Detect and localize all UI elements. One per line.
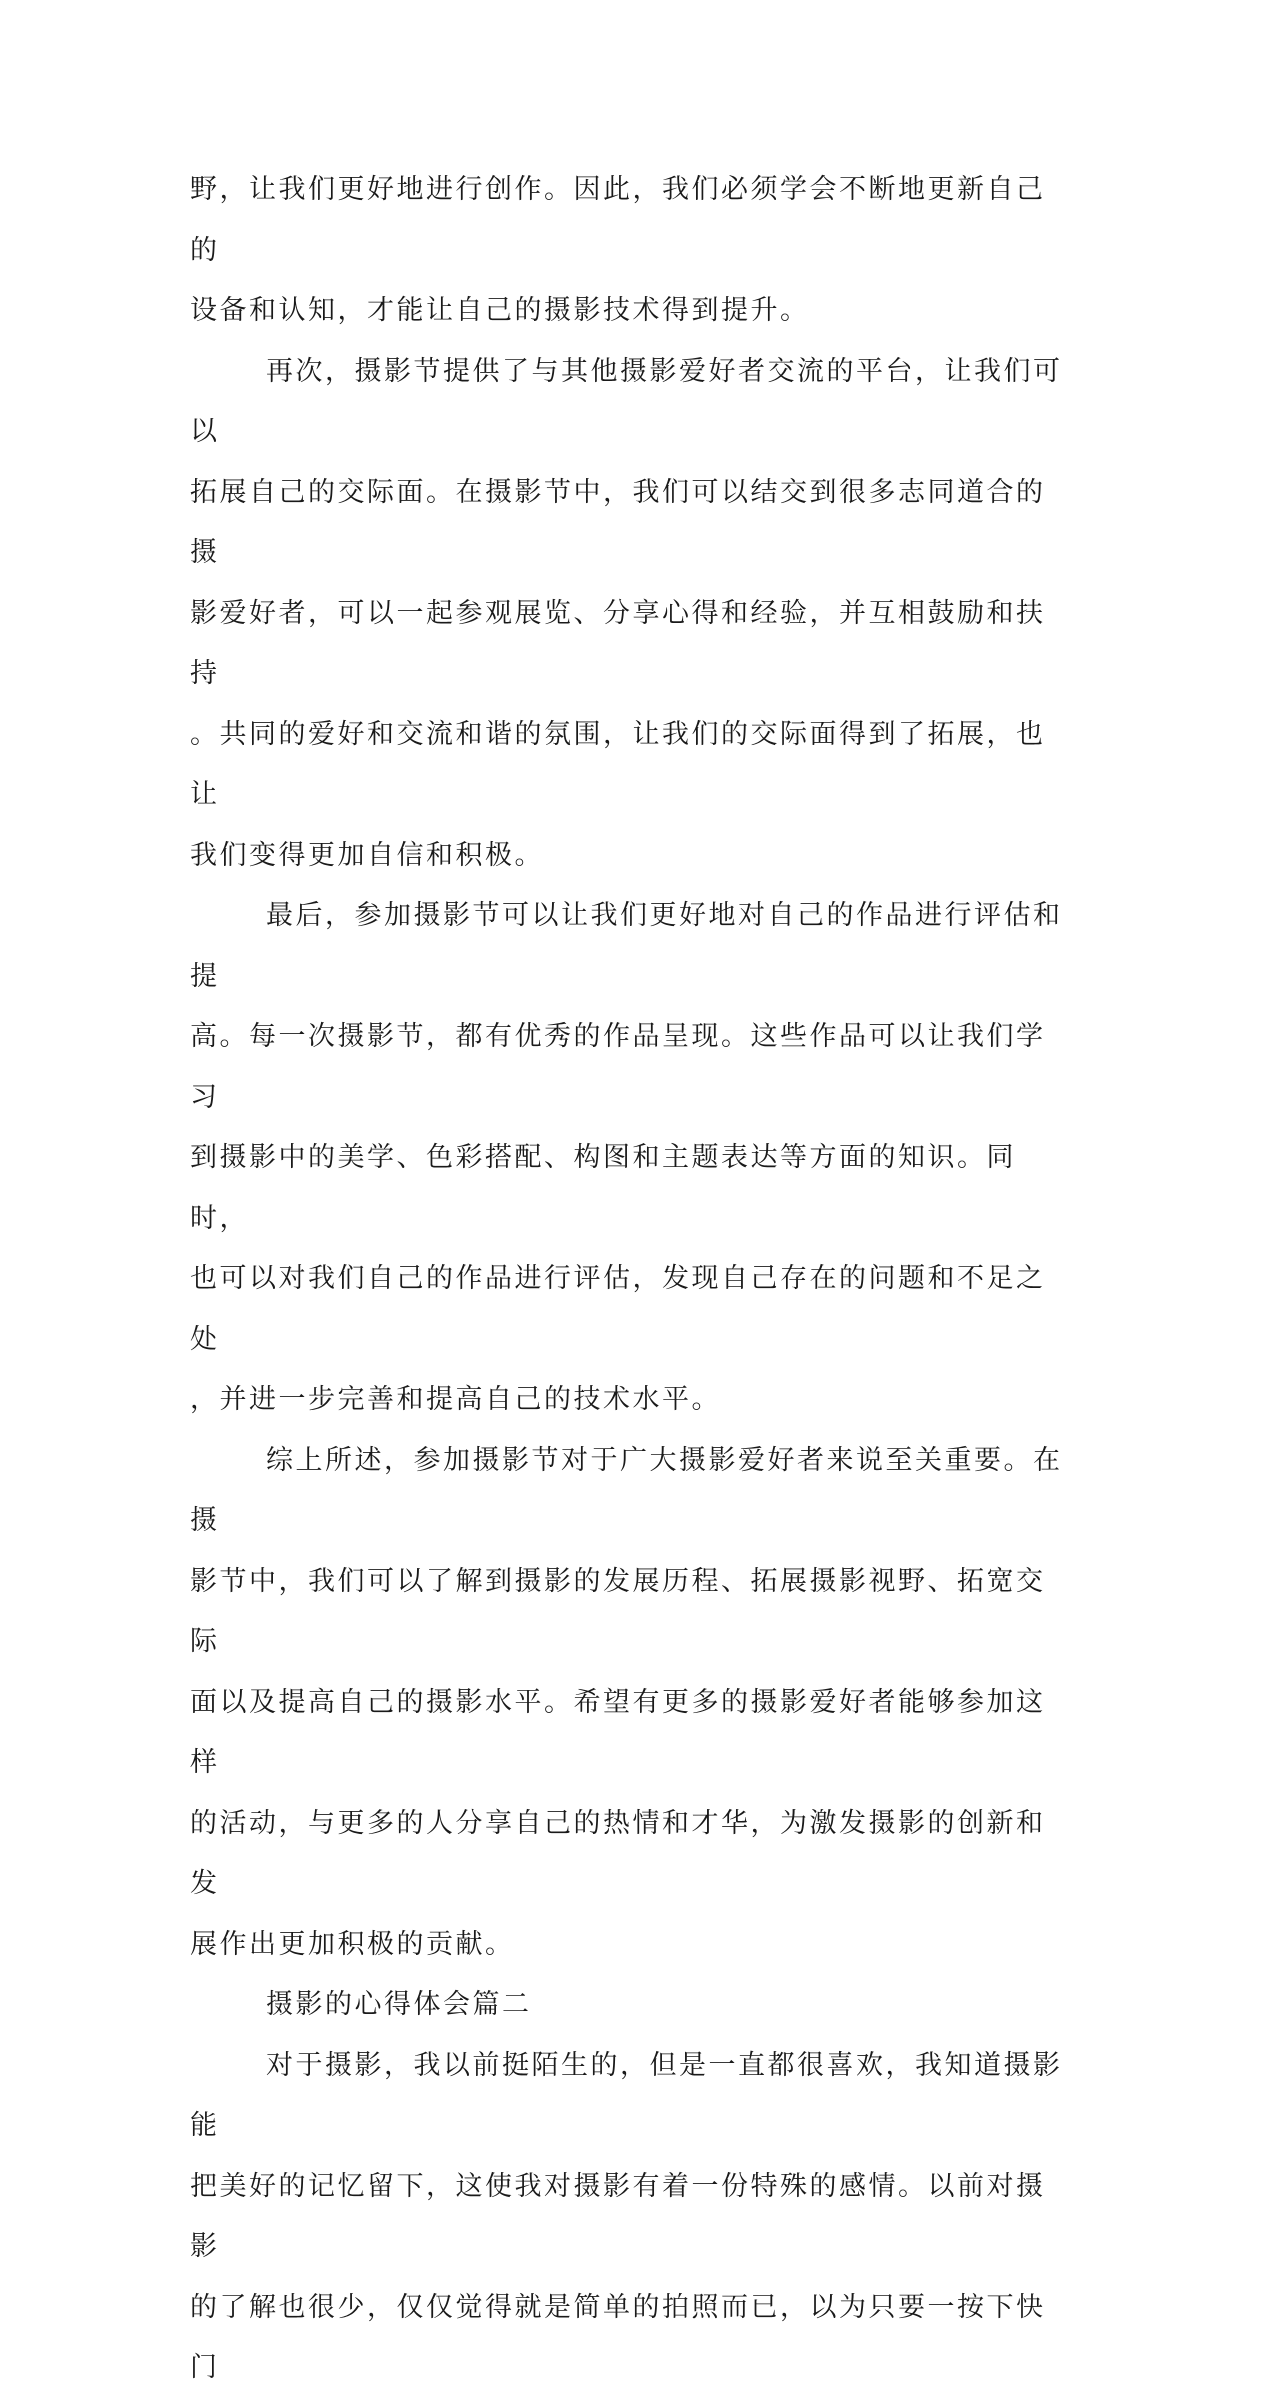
section-heading: 摄影的心得体会篇二	[266, 1989, 532, 2020]
paragraph-evaluate-works: 最后，参加摄影节可以让我们更好地对自己的作品进行评估和提 高。每一次摄影节，都有优秀的作品呈现。这些作品可以让我们学习 到摄影中的美学、色彩搭配、构图和主题表达等方面的知识。同时， 也可以对我们自己的作品进行评估，发现自己存在的问题和不足之处 ，并进一步完善和提高自己的技术水平。	[190, 900, 1063, 1415]
paragraph-intro-photography: 对于摄影，我以前挺陌生的，但是一直都很喜欢，我知道摄影能 把美好的记忆留下，这使我对摄影有着一份特殊的感情。以前对摄影 的了解也很少，仅仅觉得就是简单的拍照而已，以为只要一按下快门	[190, 2049, 1063, 2383]
document-body	[190, 160, 1070, 2399]
paragraph-conclusion: 综上所述，参加摄影节对于广大摄影爱好者来说至关重要。在摄 影节中，我们可以了解到摄影的发展历程、拓展摄影视野、拓宽交际 面以及提高自己的摄影水平。希望有更多的摄影爱好者能够参加这样 的活动，与更多的人分享自己的热情和才华，为激发摄影的创新和发 展作出更加积极的贡献。	[190, 1444, 1063, 1960]
paragraph-communication-platform: 再次，摄影节提供了与其他摄影爱好者交流的平台，让我们可以 拓展自己的交际面。在摄影节中，我们可以结交到很多志同道合的摄 影爱好者，可以一起参观展览、分享心得和经验，并互相鼓励和扶持 。共同的爱好和交流和谐的氛围，让我们的交际面得到了拓展，也让 我们变得更加自信和积极。	[190, 355, 1063, 871]
paragraph-continued: 野，让我们更好地进行创作。因此，我们必须学会不断地更新自己的 设备和认知，才能让自己的摄影技术得到提升。	[190, 174, 1046, 326]
